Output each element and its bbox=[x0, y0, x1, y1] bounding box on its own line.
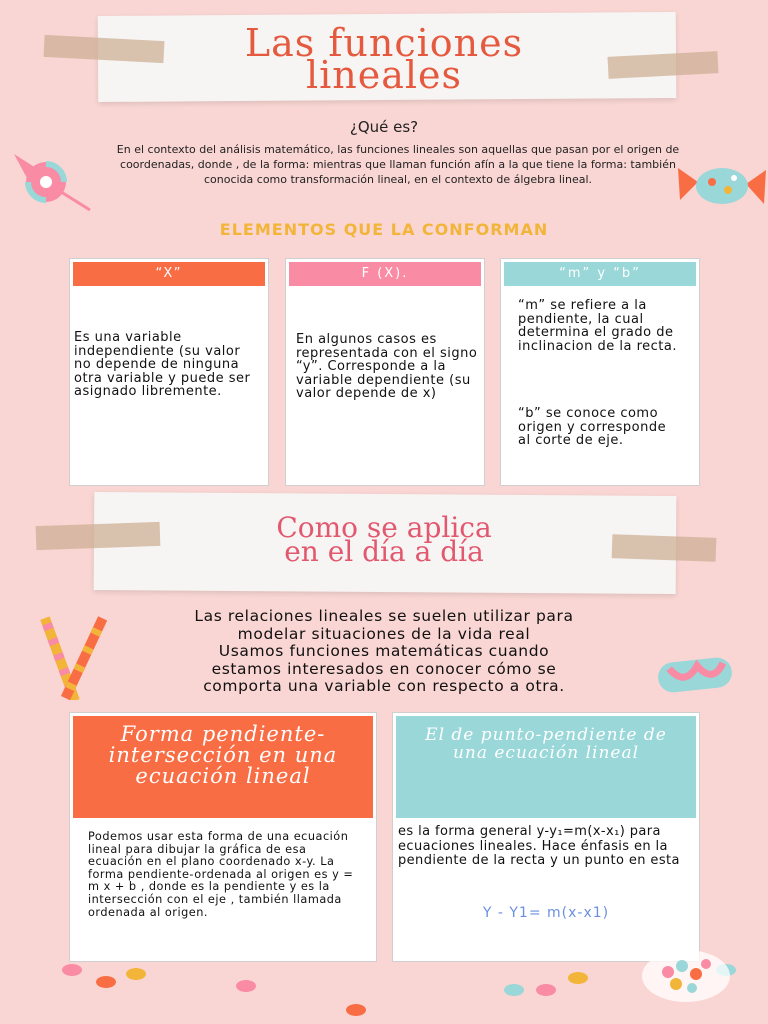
apply-line: Usamos funciones matemáticas cuando bbox=[218, 642, 550, 660]
apply-line: modelar situaciones de la vida real bbox=[237, 624, 531, 643]
element-card-x bbox=[69, 258, 269, 486]
confetti-dot bbox=[504, 984, 524, 996]
card-title: “m” y “b” bbox=[504, 262, 696, 286]
card-title: “X” bbox=[73, 262, 265, 286]
elements-heading: ELEMENTOS QUE LA CONFORMAN bbox=[219, 220, 549, 239]
card-body: “m” se refiere a la pendiente, la cual determina el grado de inclinacion de la recta. bbox=[518, 298, 678, 354]
card-body-2: “b” se conoce como origen y corresponde al corte de eje. bbox=[518, 406, 667, 448]
confetti-dot bbox=[96, 976, 116, 988]
form-card-title bbox=[73, 716, 373, 818]
form-formula: Y - Y1= m(x-x1) bbox=[482, 905, 610, 921]
intro-question: ¿Qué es? bbox=[349, 118, 419, 136]
apply-title-line2: en el día a día bbox=[284, 535, 484, 568]
card-body: Es una variable independiente (su valor no depende de ninguna otra variable y puede ser asignado libremente. bbox=[74, 330, 251, 399]
form-card-title-text: Forma pendiente-intersección en una ecuación lineal bbox=[108, 722, 338, 788]
intro-text: En el contexto del análisis matemático, las funciones lineales son aquellas que pasan por el origen de coordenadas, donde , de la forma: mientras que llaman función afín a la que tiene la forma: también conocida como transformación lineal, en el contexto de álgebra lineal. bbox=[116, 143, 680, 186]
candy-swirl-icon bbox=[6, 150, 92, 214]
form-card-point-slope bbox=[392, 712, 700, 962]
form-card-title bbox=[396, 716, 696, 818]
card-title: F (X). bbox=[289, 262, 481, 286]
apply-line: comporta una variable con respecto a otra. bbox=[203, 677, 565, 695]
card-body: En algunos casos es representada con el signo “y”. Corresponde a la variable dependiente (su valor depende de x) bbox=[296, 332, 478, 401]
candy-cane-icon bbox=[40, 608, 110, 700]
confetti-dot bbox=[536, 984, 556, 996]
confetti-dot bbox=[346, 1004, 366, 1016]
confetti-dot bbox=[568, 972, 588, 984]
confetti-dot bbox=[62, 964, 82, 976]
element-card-mb bbox=[500, 258, 700, 486]
confetti-dot bbox=[126, 968, 146, 980]
form-card-title-text: El de punto-pendiente de una ecuación lineal bbox=[425, 725, 667, 763]
form-card-body: Podemos usar esta forma de una ecuación lineal para dibujar la gráfica de esa ecuación en el plano coordenado x-y. La forma pendiente-ordenada al origen es y = m x + b , donde es la pendiente y es la intersección con el eje , también llamada ordenada al origen. bbox=[88, 830, 354, 919]
candy-wrapped-icon bbox=[676, 160, 768, 216]
form-card-slope-intercept bbox=[69, 712, 377, 962]
apply-line: estamos interesados en conocer cómo se bbox=[211, 659, 557, 678]
form-card-body: es la forma general y-y₁=m(x-x₁) para ecuaciones lineales. Hace énfasis en la pendiente de la recta y un punto en esta bbox=[398, 824, 680, 868]
element-card-fx bbox=[285, 258, 485, 486]
marshmallow-icon bbox=[654, 652, 736, 696]
confetti-dot bbox=[236, 980, 256, 992]
page-title-line2: lineales bbox=[305, 53, 463, 97]
apply-line: Las relaciones lineales se suelen utilizar para bbox=[194, 607, 574, 625]
page-title-line1: Las funciones bbox=[244, 21, 524, 65]
apply-title-line1: Como se aplica bbox=[276, 511, 492, 544]
candy-jar-icon bbox=[636, 944, 736, 1004]
